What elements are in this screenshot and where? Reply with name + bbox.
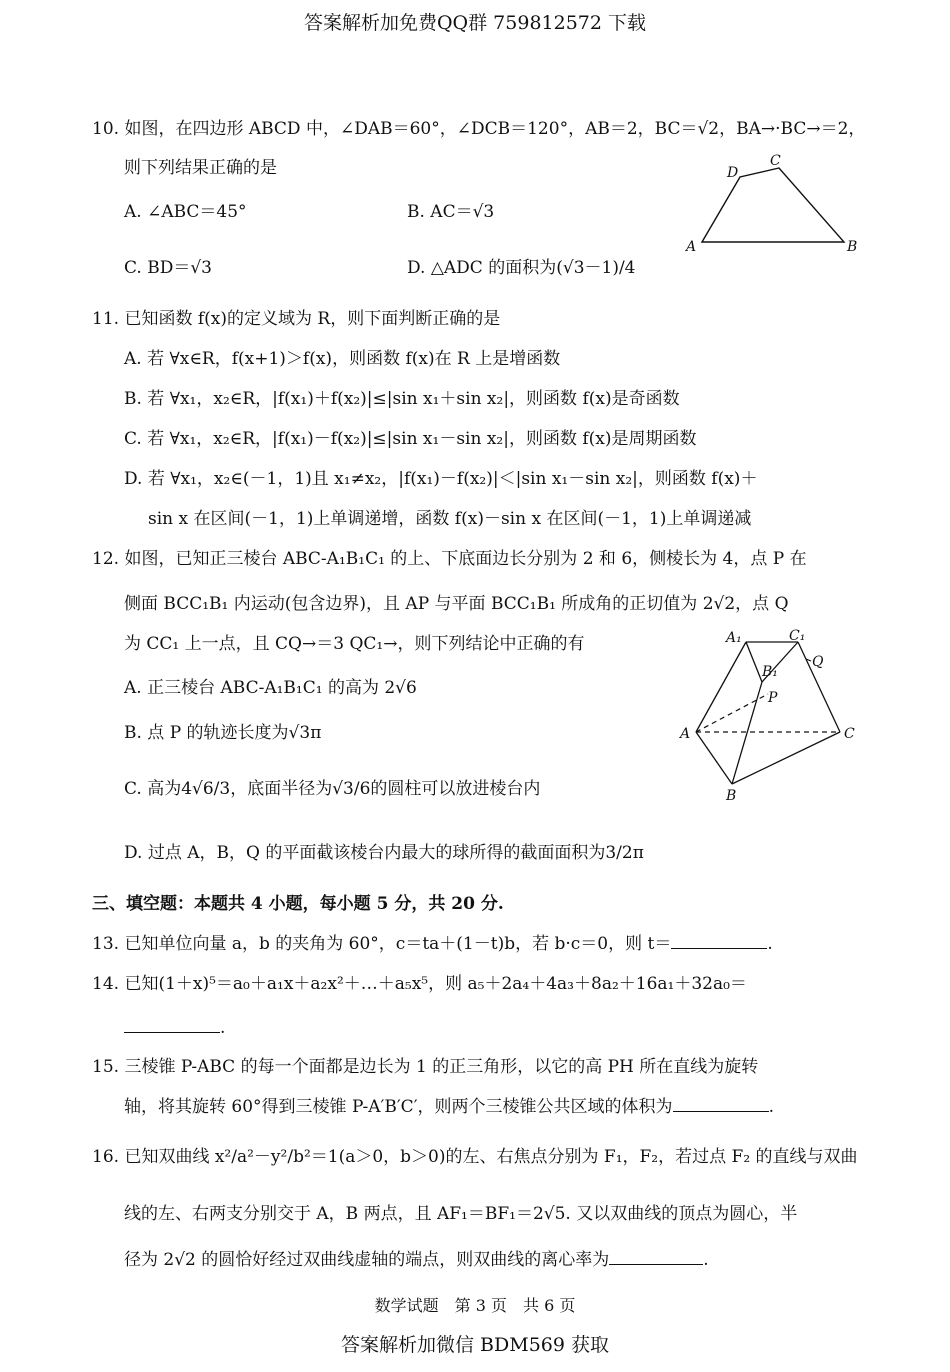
q14-line1: 14. 已知(1＋x)⁵＝a₀＋a₁x＋a₂x²＋…＋a₅x⁵，则 a₅＋2a₄＋4a₃＋8a₂＋16a₁＋32a₀＝ [92, 974, 747, 994]
q12-stem-line3: 为 CC₁ 上一点，且 CQ→＝3 QC₁→，则下列结论中正确的有 [124, 634, 585, 654]
q14-line2: . [124, 1017, 225, 1039]
q16-answer-blank [609, 1250, 703, 1265]
q10-label-b: B [847, 239, 858, 255]
header-banner: 答案解析加免费QQ群 759812572 下载 [303, 12, 647, 34]
q15-answer-blank [673, 1097, 769, 1112]
q12-option-b: B. 点 P 的轨迹长度为√3π [124, 723, 322, 743]
q12-label-a: A [680, 726, 691, 742]
q10-label-d: D [727, 165, 739, 181]
q10-option-d: D. △ADC 的面积为(√3－1)/4 [407, 258, 636, 278]
q15-line1: 15. 三棱锥 P-ABC 的每一个面都是边长为 1 的正三角形，以它的高 PH 所在直线为旋转 [92, 1057, 759, 1077]
q11-option-d-line1: D. 若 ∀x₁，x₂∈(－1，1)且 x₁≠x₂，|f(x₁)－f(x₂)|＜|sin x₁－sin x₂|，则函数 f(x)＋ [124, 469, 758, 489]
q12-stem-line1: 12. 如图，已知正三棱台 ABC-A₁B₁C₁ 的上、下底面边长分别为 2 和 6，侧棱长为 4，点 P 在 [92, 549, 807, 569]
q12-option-a: A. 正三棱台 ABC-A₁B₁C₁ 的高为 2√6 [124, 678, 417, 698]
q11-option-c: C. 若 ∀x₁，x₂∈R，|f(x₁)－f(x₂)|≤|sin x₁－sin x₂|，则函数 f(x)是周期函数 [124, 429, 697, 449]
q16-line3: 径为 2√2 的圆恰好经过双曲线虚轴的端点，则双曲线的离心率为 . [124, 1250, 709, 1270]
q13: 13. 已知单位向量 a，b 的夹角为 60°，c＝ta＋(1－t)b，若 b·c＝0，则 t＝ . [92, 934, 773, 954]
q16-line2: 线的左、右两支分别交于 A，B 两点，且 AF₁＝BF₁＝2√5. 又以双曲线的顶点为圆心，半 [124, 1204, 798, 1224]
q12-label-a1: A₁ [726, 630, 742, 646]
q16-line1: 16. 已知双曲线 x²/a²－y²/b²＝1(a＞0，b＞0)的左、右焦点分别为 F₁，F₂，若过点 F₂ 的直线与双曲 [92, 1147, 858, 1167]
q10-option-b: B. AC＝√3 [407, 202, 495, 222]
q13-text: 13. 已知单位向量 a，b 的夹角为 60°，c＝ta＋(1－t)b，若 b·c＝0，则 t＝ [92, 934, 672, 954]
q11-option-b: B. 若 ∀x₁，x₂∈R，|f(x₁)＋f(x₂)|≤|sin x₁＋sin x₂|，则函数 f(x)是奇函数 [124, 389, 680, 409]
q12-frustum-figure [676, 626, 866, 806]
q10-option-a: A. ∠ABC＝45° [124, 202, 247, 222]
q12-label-b: B [726, 788, 737, 804]
page-footer: 数学试题 第 3 页 共 6 页 [374, 1296, 576, 1315]
q14-answer-blank [124, 1018, 220, 1033]
q10-quadrilateral-figure [680, 150, 870, 260]
q16-line3-text: 径为 2√2 的圆恰好经过双曲线虚轴的端点，则双曲线的离心率为 [124, 1250, 610, 1270]
footer-banner: 答案解析加微信 BDM569 获取 [341, 1334, 609, 1356]
q12-label-b1: B₁ [762, 664, 778, 680]
q12-label-p: P [768, 690, 778, 706]
q10-stem-line2: 则下列结果正确的是 [124, 158, 277, 178]
q11-option-d-line2: sin x 在区间(－1，1)上单调递增，函数 f(x)－sin x 在区间(－1，1)上单调递减 [148, 509, 752, 529]
q13-answer-blank [671, 934, 767, 949]
q10-quadrilateral-shape [702, 168, 844, 242]
q10-label-c: C [770, 153, 781, 169]
q11-option-a: A. 若 ∀x∈R，f(x+1)＞f(x)，则函数 f(x)在 R 上是增函数 [124, 349, 561, 369]
section-3-heading: 三、填空题：本题共 4 小题，每小题 5 分，共 20 分. [92, 894, 504, 914]
q12-label-c: C [844, 726, 855, 742]
q15-line2-text: 轴，将其旋转 60°得到三棱锥 P-A′B′C′，则两个三棱锥公共区域的体积为 [124, 1097, 673, 1117]
q12-option-d: D. 过点 A，B，Q 的平面截该棱台内最大的球所得的截面面积为3/2π [124, 843, 644, 863]
q12-label-q: Q [812, 654, 824, 670]
q12-stem-line2: 侧面 BCC₁B₁ 内运动(包含边界)，且 AP 与平面 BCC₁B₁ 所成角的正切值为 2√2，点 Q [124, 594, 789, 614]
q12-option-c: C. 高为4√6/3，底面半径为√3/6的圆柱可以放进棱台内 [124, 779, 541, 799]
q10-label-a: A [686, 239, 697, 255]
q10-option-c: C. BD＝√3 [124, 258, 212, 278]
q11-stem: 11. 已知函数 f(x)的定义域为 R，则下面判断正确的是 [92, 309, 501, 329]
q12-label-c1: C₁ [789, 628, 806, 644]
q15-line2: 轴，将其旋转 60°得到三棱锥 P-A′B′C′，则两个三棱锥公共区域的体积为 . [124, 1097, 774, 1117]
q10-stem-line1: 10. 如图，在四边形 ABCD 中，∠DAB＝60°，∠DCB＝120°，AB＝2，BC＝√2，BA→·BC→＝2， [92, 119, 866, 139]
